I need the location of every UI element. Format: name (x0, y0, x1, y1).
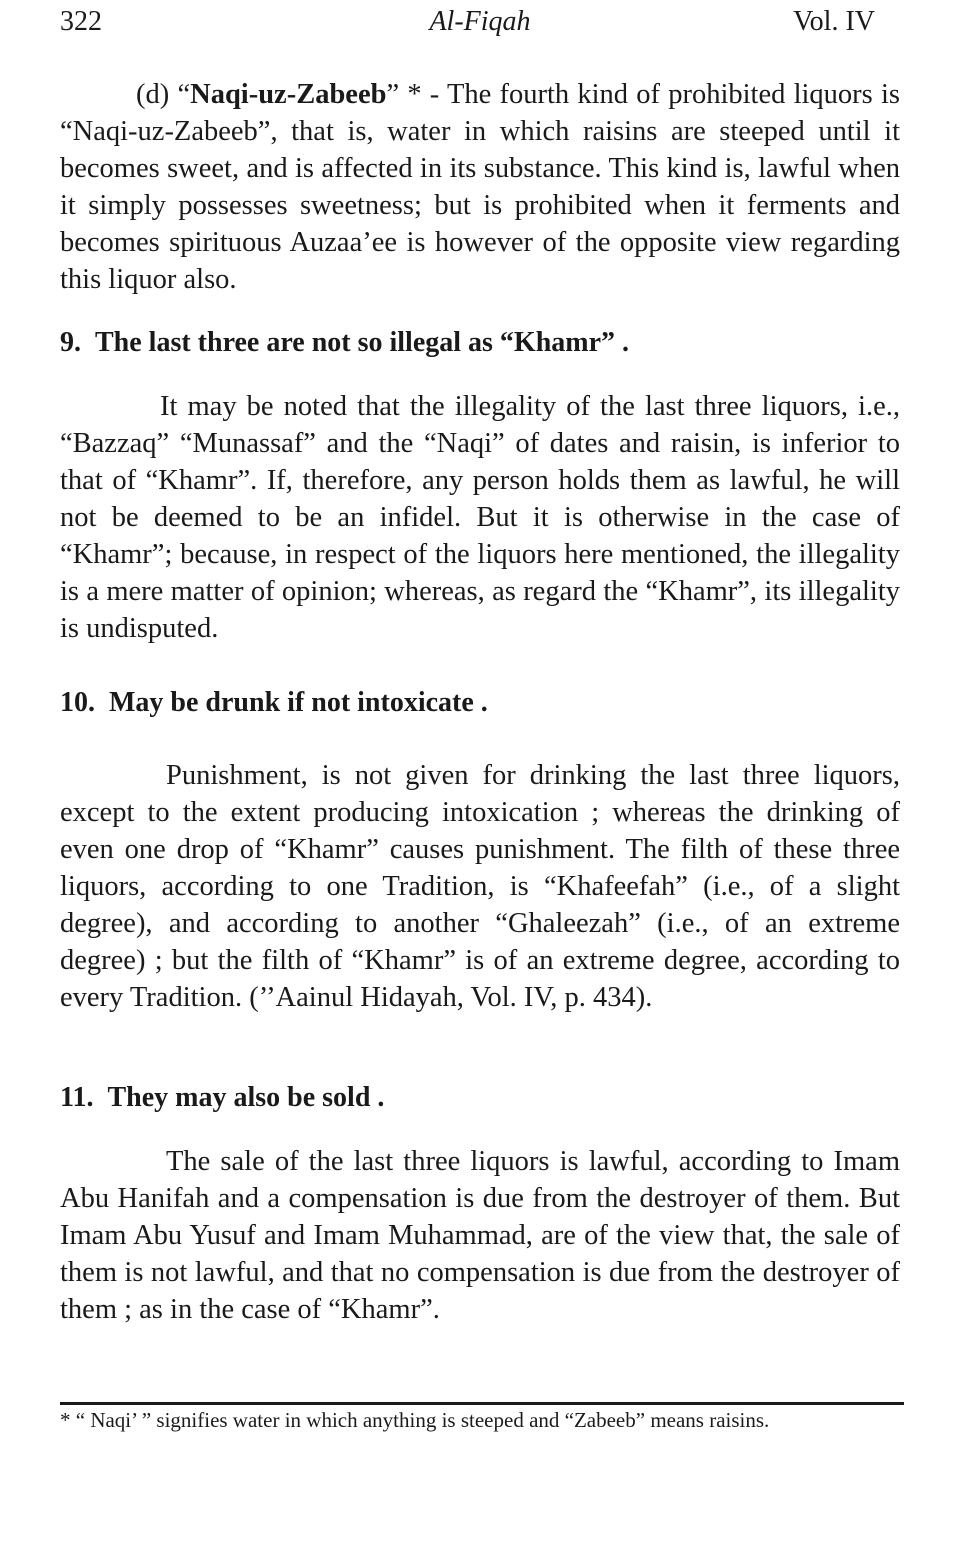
section-11-title: They may also be sold . (107, 1082, 385, 1113)
section-10-heading (60, 684, 488, 722)
section-d-text: The fourth kind of prohibited liquors is “Naqi-uz-Zabeeb”, that is, water in which raisins are steeped until it becomes sweet, and is affected in its substance. This kind is, lawful when it simply possesses sweetness; but is prohibited when it ferments and becomes spirituous Auzaa’ee is however of the opposite view regarding this liquor also. (60, 79, 900, 295)
section-10-number: 10. (60, 687, 95, 718)
section-11-number: 11. (60, 1082, 94, 1113)
section-10-body (60, 757, 900, 1016)
section-11-heading (60, 1079, 384, 1117)
page-number: 322 (60, 6, 102, 37)
section-9-title: The last three are not so illegal as “Khamr” . (95, 327, 630, 358)
section-10-paragraph: Punishment, is not given for drinking the last three liquors, except to the extent producing intoxication ; whereas the drinking of even one drop of “Khamr” causes punishment. The filth of these three liquors, according to one Tradition, is “Khafeefah” (i.e., of a slight degree), and according to another “Ghaleezah” (i.e., of an extreme degree) ; but the filth of “Khamr” is of an extreme degree, according to every Tradition. (’’Aainul Hidayah, Vol. IV, p. 434). (60, 760, 900, 1013)
section-d-label-prefix: (d) “ (136, 79, 191, 110)
section-9-number: 9. (60, 327, 81, 358)
section-9-paragraph: It may be noted that the illegality of the last three liquors, i.e., “Bazzaq” “Munassaf” and the “Naqi” of dates and raisin, is inferior to that of “Khamr”. If, therefore, any person holds them as lawful, he will not be deemed to be an infidel. But it is otherwise in the case of “Khamr”; because, in respect of the liquors here mentioned, the illegality is a mere matter of opinion; whereas, as regard the “Khamr”, its illegality is undisputed. (60, 391, 900, 644)
page-header (60, 0, 900, 44)
footnote-divider (60, 1402, 904, 1405)
book-page (60, 0, 900, 1432)
section-11-paragraph: The sale of the last three liquors is lawful, according to Imam Abu Hanifah and a compensation is due from the destroyer of them. But Imam Abu Yusuf and Imam Muhammad, are of the view that, the sale of them is not lawful, and that no compensation is due from the destroyer of them ; as in the case of “Khamr”. (60, 1146, 900, 1325)
volume-label: Vol. IV (793, 6, 875, 37)
section-d (60, 76, 900, 298)
section-d-label-term: Naqi-uz-Zabeeb (190, 79, 387, 110)
section-d-label-suffix: ” * - (386, 79, 447, 110)
section-10-title: May be drunk if not intoxicate . (109, 687, 488, 718)
section-9-heading (60, 324, 629, 362)
footnote: * “ Naqi’ ” signifies water in which anything is steeped and “Zabeeb” means raisins. (60, 1408, 770, 1432)
running-title: Al-Fiqah (429, 6, 531, 37)
section-d-paragraph (60, 76, 900, 298)
section-11-body (60, 1143, 900, 1328)
section-9-body (60, 388, 900, 647)
